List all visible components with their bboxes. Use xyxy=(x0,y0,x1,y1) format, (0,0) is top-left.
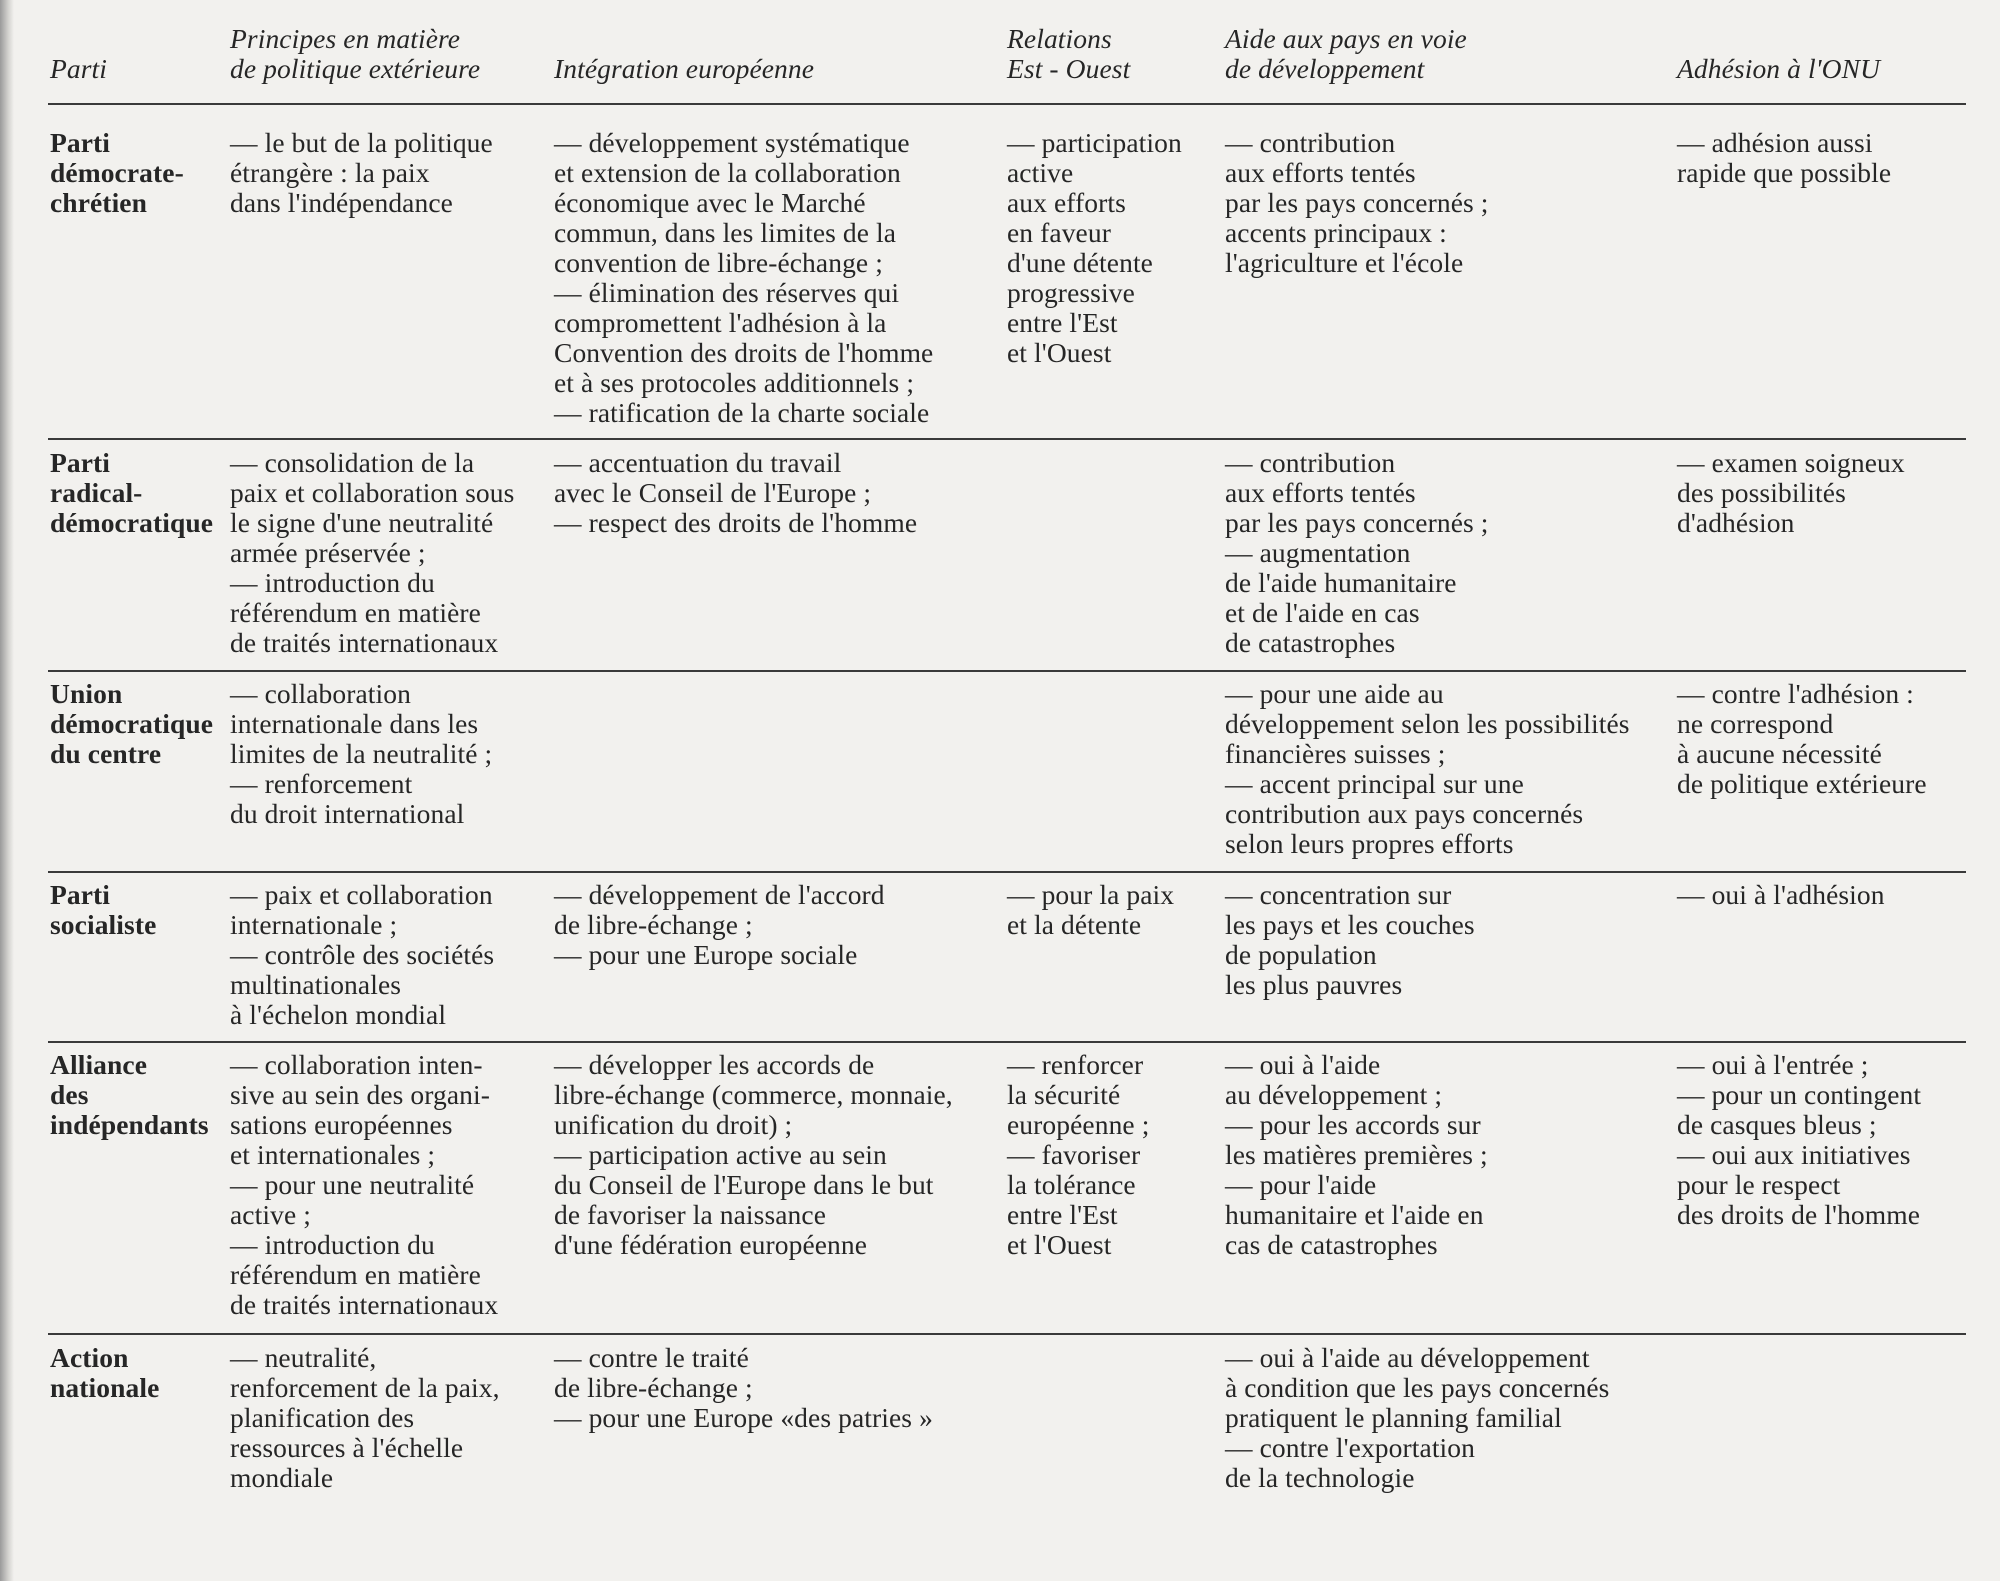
row-parti: Action nationale xyxy=(50,1342,160,1403)
row-integration: — contre le traité de libre-échange ; — pour une Europe «des patries » xyxy=(554,1342,933,1433)
row-aide: — oui à l'aide au développement ; — pour les accords sur les matières premières ; — pour l'aide humanitaire et l'aide en cas de catastrophes xyxy=(1225,1049,1488,1260)
row-aide: — contribution aux efforts tentés par les pays concernés ; accents principaux : l'agriculture et l'école xyxy=(1225,127,1489,278)
row-rule xyxy=(48,1333,1966,1335)
header-parti: Parti xyxy=(50,53,108,84)
row-rule xyxy=(48,871,1966,873)
header-aide: Aide aux pays en voie de développement xyxy=(1225,23,1467,84)
header-rule xyxy=(48,103,1966,105)
row-integration: — développement de l'accord de libre-échange ; — pour une Europe sociale xyxy=(554,879,885,970)
row-principes: — collaboration inten- sive au sein des organi- sations européennes et internationales ; — pour une neutralité active ; — introduction du référendum en matière de traités internationaux xyxy=(230,1049,499,1320)
row-parti: Parti socialiste xyxy=(50,879,157,940)
row-parti: Parti démocrate- chrétien xyxy=(50,127,184,218)
row-aide: — pour une aide au développement selon les possibilités financières suisses ; — accent principal sur une contribution aux pays concernés selon leurs propres efforts xyxy=(1225,678,1630,859)
row-onu: — contre l'adhésion : ne correspond à aucune nécessité de politique extérieure xyxy=(1677,678,1927,799)
row-principes: — collaboration internationale dans les limites de la neutralité ; — renforcement du droit international xyxy=(230,678,493,829)
row-principes: — le but de la politique étrangère : la paix dans l'indépendance xyxy=(230,127,493,218)
row-parti: Alliance des indépendants xyxy=(50,1049,209,1140)
row-aide: — oui à l'aide au développement à condition que les pays concernés pratiquent le planning familial — contre l'exportation de la technologie xyxy=(1225,1342,1610,1493)
row-onu: — examen soigneux des possibilités d'adhésion xyxy=(1677,447,1905,538)
row-integration: — accentuation du travail avec le Conseil de l'Europe ; — respect des droits de l'homme xyxy=(554,447,918,538)
header-onu: Adhésion à l'ONU xyxy=(1677,53,1881,84)
header-integration: Intégration européenne xyxy=(554,53,815,84)
row-aide: — contribution aux efforts tentés par les pays concernés ; — augmentation de l'aide humanitaire et de l'aide en cas de catastrophes xyxy=(1225,447,1489,658)
row-onu: — oui à l'adhésion xyxy=(1677,879,1885,910)
row-integration: — développer les accords de libre-échange (commerce, monnaie, unification du droit) ; — participation active au sein du Conseil de l'Europe dans le but de favoriser la naissance d'une fédération européenne xyxy=(554,1049,953,1260)
row-rule xyxy=(48,1041,1966,1043)
row-relations: — participation active aux efforts en faveur d'une détente progressive entre l'Est et l'Ouest xyxy=(1007,127,1182,368)
header-principes: Principes en matière de politique extérieure xyxy=(230,23,481,84)
row-relations: — pour la paix et la détente xyxy=(1007,879,1175,940)
row-integration: — développement systématique et extension de la collaboration économique avec le Marché commun, dans les limites de la convention de libre-échange ; — élimination des réserves qui compromettent l'adhésion à la Convention des droits de l'homme et à ses protocoles additionnels ; — ratification de la charte sociale xyxy=(554,127,934,428)
row-principes: — consolidation de la paix et collaboration sous le signe d'une neutralité armée préservée ; — introduction du référendum en matière de traités internationaux xyxy=(230,447,515,658)
row-aide: — concentration sur les pays et les couches de population les plus pauvres xyxy=(1225,879,1475,1000)
row-principes: — paix et collaboration internationale ; — contrôle des sociétés multinationales à l'échelon mondial xyxy=(230,879,495,1030)
row-parti: Union démocratique du centre xyxy=(50,678,214,769)
row-principes: — neutralité, renforcement de la paix, planification des ressources à l'échelle mondiale xyxy=(230,1342,500,1493)
row-rule xyxy=(48,670,1966,672)
header-relations: Relations Est - Ouest xyxy=(1007,23,1131,84)
row-onu: — adhésion aussi rapide que possible xyxy=(1677,127,1892,188)
row-parti: Parti radical- démocratique xyxy=(50,447,214,538)
row-relations: — renforcer la sécurité européenne ; — favoriser la tolérance entre l'Est et l'Ouest xyxy=(1007,1049,1150,1260)
row-onu: — oui à l'entrée ; — pour un contingent de casques bleus ; — oui aux initiatives pour le respect des droits de l'homme xyxy=(1677,1049,1922,1230)
row-rule xyxy=(48,438,1966,440)
